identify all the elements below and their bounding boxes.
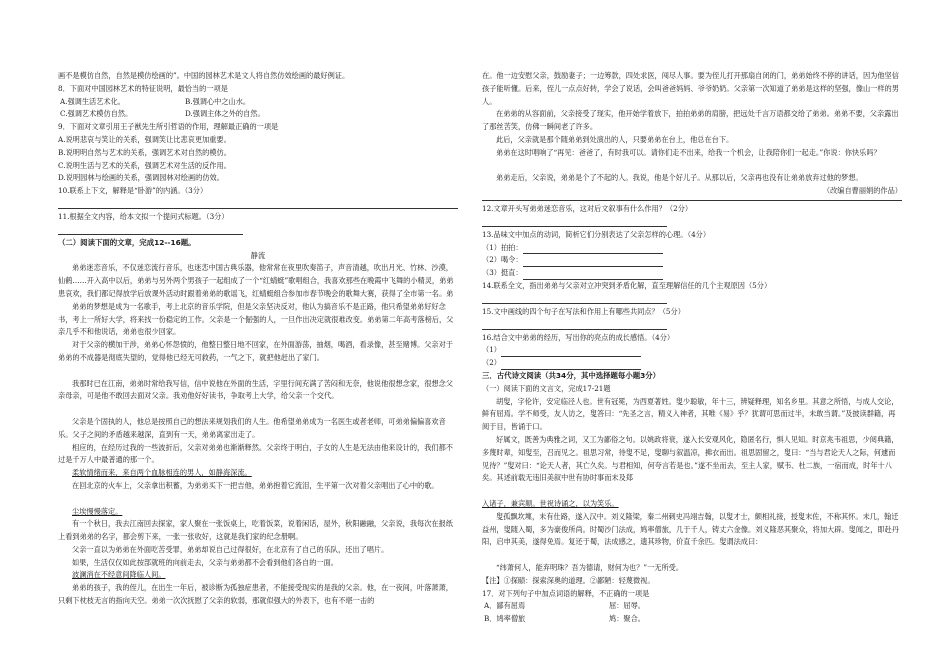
article-cont-para-2: 在弟弟的从容面前，父亲接受了现实，他开始学着放下，拍拍弟弟的肩膀，把远处千言万语都交给了弟弟。弟弟不要，父亲露出了那丝苦笑，仿佛一瞬间老了许多。 [482, 109, 899, 132]
q13-item-3 [482, 267, 902, 280]
article-cont-para-5: 弟弟走后，父亲说，弟弟是个了不起的人。我说，他是个好儿子。从那以后，父亲再也没有让弟弟放弃过他的梦想。 [496, 173, 863, 183]
article-para-11: 父亲一直以为弟弟在外面吃苦受罪，弟弟却说自己过得很好，在北京有了自己的乐队，还出了唱片。 [72, 544, 389, 554]
q16-item-1 [482, 344, 902, 357]
q13-answer-1[interactable] [523, 244, 663, 254]
q17-stem: 17．对下列句子中加点词语的解释，不正确的一项是 [482, 588, 650, 598]
right-column [482, 70, 902, 626]
q10-stem: 10.联系上下文，解释是“卧游”的内涵。（3分） [58, 186, 208, 196]
article-source: （改编自曹丽娟的作品） [822, 186, 902, 196]
section2-title: （二）阅读下面的文章，完成12--16题。 [58, 237, 196, 247]
q13-label-2: （2）喝令： [482, 255, 523, 265]
q13-label-3: （3）挺直： [482, 268, 523, 278]
q10-answer-line[interactable] [58, 199, 458, 209]
q8-options-ab [58, 96, 458, 109]
wenyan-para-1: 胡叟，字伦许，安定临泾人也。世有冠冕，为西夏著姓。叟少聪敏，年十三，辨疑释理，知名乡里。其意之所悟，与成人交论，鲜有屈焉。学不师受，友人访之，叟答曰：“先圣之言，精义入神者，其唯《易》乎？犹谓可思而过半，未敢当谓。”及披读群籍，再阅于目，皆诵于口。 [482, 396, 899, 432]
q14-stem: 14.联系全文，指出弟弟与父亲对立冲突到矛盾化解，直至理解信任的几个主观原因（5分） [482, 280, 772, 290]
q11-answer-line[interactable] [58, 225, 243, 235]
article-para-6: 相应的，在经历过我的一些波折后，父亲对弟弟也渐渐释然。父亲终于明白，子女的人生是无法由他来设计的，我们都不过是千万人中最普通的那一个。 [58, 442, 453, 465]
article-para-8: 在回北京的火车上，父亲拿出积蓄，为弟弟买下一把吉他，弟弟抱着它流泪，生平第一次对着父亲唱出了心中的歌。 [72, 480, 439, 490]
q16-answer-1[interactable] [501, 347, 641, 357]
q8-option-b[interactable]: B.强调心中之山水。 [185, 96, 251, 106]
q9-stem: 9．下面对文章引用王子猷先生所引哲语的作用，理解最正确的一项是 [58, 122, 279, 132]
article-para-5: 父亲是个固执的人，他总是按照自己的想法来规划我们的人生。他希望弟弟成为一名医生或者老师，可弟弟偏偏喜欢音乐。父子之间的矛盾越来越深，直到有一天，弟弟离家出走了。 [58, 416, 446, 439]
q8-option-a[interactable]: A.强调生活艺术化。 [60, 96, 125, 106]
q17-a-text: A．鄙有屈焉 [484, 601, 526, 611]
article-para-4: 我那时已在江南，弟弟时常给我写信，信中说他在外面的生活，字里行间充满了苦闷和无奈，他说他很想念家，很想念父亲母亲，可是他不敢回去面对父亲。我劝他好好读书，争取考上大学，给父亲一个交代。 [58, 378, 453, 401]
q11-stem: 11.根据全文内容，给本文拟一个提问式标题。（3分） [58, 211, 229, 221]
annotation-note: 【注】①探赜：探索深奥的道理。②鄙陋：轻蔑微视。 [482, 575, 655, 585]
q17-a-answer: 屈：屈辱。 [609, 601, 645, 611]
wenyan-para-2: 好属文，既善为典雅之词，又工为鄙俗之句。以姚政将衰，遂入长安观风化，隐匿名行，惧人见知。时京兆韦祖思，少阅典籍，多蔑时辈，知叟至，召而见之。祖思习常，待叟不足，叟聊与叙温凉，拂衣而出。祖思固留之，叟曰：“当与君论天人之际，何遽而见待？”叟对曰：“论天人者，其亡久矣。与君相知，何夸言若是也。”遂不坐而去，至主人家，赋韦、杜二族，一宿而成，时年十八矣。其述前载无违旧美叙中世有协时事而末及郑 [482, 434, 899, 483]
q15-stem: 15.文中画线的四个句子在写法和作用上有哪些共同点？（5分） [482, 306, 685, 316]
article-para-12: 如果，生活仅仅如此按部就班的向前走去，父亲与弟弟都不会看到他们各自的一面。 [72, 557, 338, 567]
wenyan-underlined-line: 入诸子，兼宾顺。世祝诗诵之，以为笑乐。 [482, 498, 619, 508]
q13-stem: 13.品味文中加点的动词，简析它们分别表达了父亲怎样的心理。（4分） [482, 229, 711, 239]
q16-label-2: （2） [482, 358, 501, 368]
q14-answer-line[interactable] [482, 294, 667, 304]
article-cont-para-4: 弟弟在这时唱响了“再见：爸爸了，有时我可以。请你们走不出来，给我一个机会，让我陪你们一起走。”你说：你快乐吗？ [496, 147, 881, 157]
q8-options-cd [58, 108, 458, 121]
wenyan-para-3: 叟孤飘坎壈，未有仕路，遂入汉中。刘义隆梁，秦二州刺史冯翊吉翰，以叟才士，颇相礼接，授叟末佐，不称其怀。未几，翰迁益州，叟随入蜀，多为豪俊所尚。时蜀沙门法成，鸠率僧旅，几于千人，铸丈六金像。刘义隆恶其聚众，将加大辟。叟闻之，即赴丹阳，启申其美，遂得免焉。复还于蜀，法成感之，遗其珍物，价直千余匹。叟谓法成曰： [482, 511, 899, 547]
q16-stem: 16.结合文中弟弟的经历，写出你的亮点的成长感悟。（4分） [482, 332, 675, 342]
q9-option-c[interactable]: C.说明生活与艺术的关系，强调艺术对生活的反作用。 [58, 160, 231, 170]
q13-label-1: （1）拍拍： [482, 242, 523, 252]
article-para-1: 弟弟迷恋音乐，不仅迷恋流行音乐，也迷恋中国古典乐器，他常常在夜里吹奏笛子，声音清越，吹出月光、竹林、沙漠，仙鹤……开入高中以后，弟弟与另外两个男孩子一起组成了一个“红蜻蜓”歌唱组合，我喜欢那些在晚霞中飞舞的小精灵，弟弟患哀欢，我们都记得放学后放课外活动时跟着弟弟的歌谣飞，红蜻蜓组合参加市春节晚会的歌舞大赛，获得了全市第一名。弟 [58, 263, 454, 298]
q9-option-d[interactable]: D.说明园林与绘画的关系，强调园林对绘画的仿效。 [58, 173, 224, 183]
q13-item-2 [482, 254, 902, 267]
subsection1-title: （一）阅读下面的文言文，完成17-21题 [482, 383, 611, 393]
q9-option-a[interactable]: A.说明悲哀与笑让的关系，强调笑让比悲哀更加重要。 [58, 134, 231, 144]
divider [482, 200, 902, 201]
q17-b-text: B．鸠率僧旅 [484, 614, 526, 624]
q17-option-a[interactable] [482, 600, 902, 613]
underlined-sentence-1: 柔软情绪而来，来自两个血脉相连的男人，如静海深流。 [72, 468, 252, 478]
q13-answer-2[interactable] [523, 257, 663, 267]
q13-answer-3[interactable] [523, 270, 663, 280]
q16-answer-2[interactable] [501, 360, 641, 370]
article-para-14: 弟弟的孩子，我的侄儿，在出生一年后，被诊断为孤独症患者，不能接受现实的是我的父亲。他，在一夜间，叶落萧萧，只剩下枕枝无言的指向天空。弟弟一次次抚慰了父亲的软弱，那就似强大的外表下，也有不堪一击的 [58, 583, 453, 606]
q17-b-answer: 鸠：聚合。 [609, 614, 645, 624]
intro-line: 画不是模仿自然，自然是模仿绘画的”。中国的园林艺术是文人将自然仿效绘画的最好例证。 [58, 71, 350, 80]
article-para-10: 有一个秋日，我去江南回去探家，家人聚在一张饭桌上，吃着饭菜，说着闲话，屋外，秋阳融融，父亲说，我每次在报纸上看到弟弟的名字，都会剪下来，一张一张收好，这就是我们家的纪念册啊。 [58, 519, 453, 542]
wenyan-para-4: “纬萧何人，能弃明珠？吾为德请，财何为也？”一无所受。 [496, 562, 684, 572]
article-cont-para-3: 此后，父亲就是那个随弟弟到处演出的人，只要弟弟在台上，他总在台下。 [496, 134, 734, 144]
article-para-2: 弟弟的梦想是成为一名歌手，考上北京的音乐学院，但是父亲坚决反对，他认为搞音乐不是正路，他只希望弟弟好好念书，考上一所好大学，将来找一份稳定的工作。父亲是一个倔强的人，一旦作出决定就很难改变。弟弟第二年高考落榜后，父亲几乎不和他说话，弟弟也很少回家。 [58, 301, 454, 337]
q17-option-b[interactable] [482, 613, 902, 626]
underlined-sentence-3: 波澜消在不经意间降临人间。 [72, 570, 166, 580]
left-column [58, 70, 458, 621]
article-cont-para-1: 在。他一边安慰父亲，鼓励妻子；一边筹款，四处求医，闯尽人事。要为侄儿打开那扇自闭的门，弟弟始终不停的讲话，因为他坚信孩子能听懂。后来，侄儿一点点好转，学会了说话，会叫爸爸妈妈、爷爷奶奶。父亲第一次知道了弟弟是这样的坚强，像山一样的男人。 [482, 71, 899, 106]
q15-answer-line[interactable] [482, 320, 667, 330]
q12-stem: 12.文章开头写弟弟迷恋音乐，这对后文叙事有什么作用？（2分） [482, 203, 693, 213]
q16-item-2 [482, 357, 902, 370]
section3-title: 三．古代诗文阅读（共34分，其中选择题每小题3分） [482, 370, 661, 380]
article-para-3: 对于父亲的横加干涉，弟弟心怀怨愤的，他整日整日地不回家，在外面游荡，抽烟，喝酒，看录像，甚至赌博。父亲对于弟弟的不成器是彻底失望的，觉得他已经无可救药，一气之下，就把他赶出了家门。 [58, 340, 453, 362]
q8-option-c[interactable]: C.强调艺术模仿自然。 [60, 109, 133, 119]
q9-option-b[interactable]: B.说明明自然与艺术的关系，强调艺术对自然的模仿。 [58, 147, 231, 157]
q13-item-1 [482, 242, 902, 255]
q8-option-d[interactable]: D.强调主体之外的自然。 [185, 109, 265, 119]
q12-answer-line[interactable] [482, 217, 667, 227]
q8-stem: 8．下面对中国园林艺术的特征说明，最恰当的一项是 [58, 83, 228, 93]
article-title: 静流 [250, 250, 266, 260]
q16-label-1: （1） [482, 345, 501, 355]
underlined-sentence-2: 尘埃慢慢落定。 [72, 506, 123, 516]
